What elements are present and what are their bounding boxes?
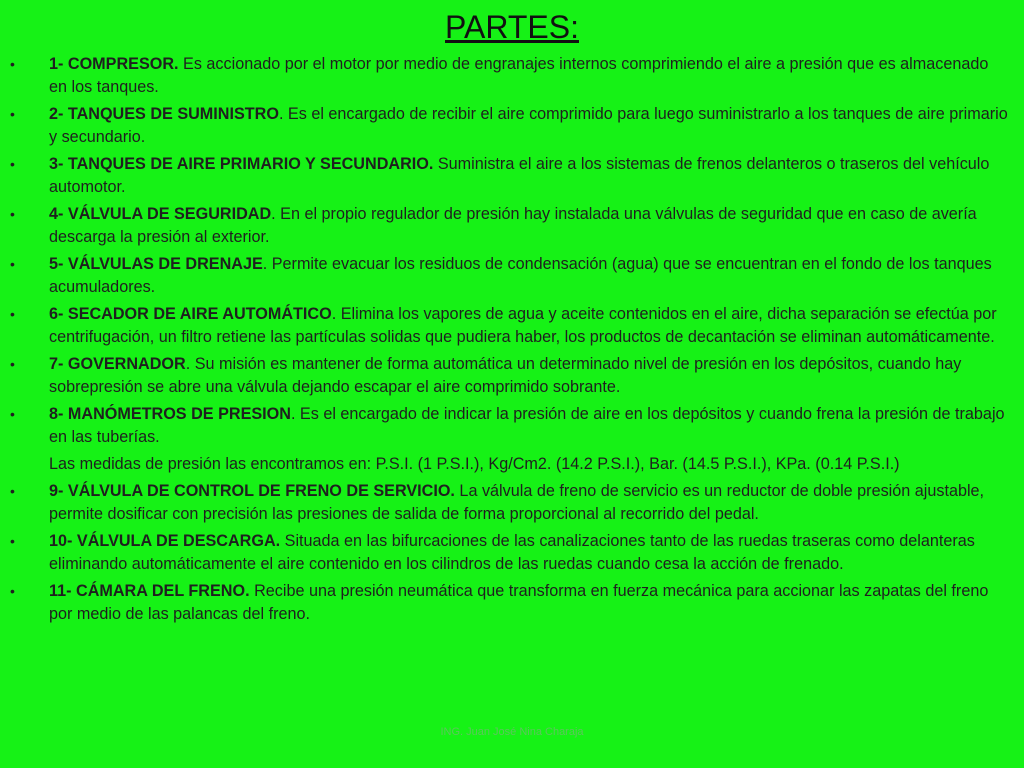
- bullet-icon: •: [10, 156, 15, 172]
- item-heading: 5- VÁLVULAS DE DRENAJE: [49, 255, 263, 273]
- item-text: Situada en las bifurcaciones de las canalizaciones tanto de las ruedas traseras como delanteras eliminando automáticamente el aire contenido en los cilindros de las ruedas cuando cesa la acción de frenado.: [49, 532, 975, 573]
- list-item: [0, 353, 1024, 399]
- item-heading: 6- SECADOR DE AIRE AUTOMÁTICO: [49, 305, 332, 323]
- item-heading: 3- TANQUES DE AIRE PRIMARIO Y SECUNDARIO.: [49, 155, 434, 173]
- item-text: . Permite evacuar los residuos de condensación (agua) que se encuentran en el fondo de los tanques acumuladores.: [49, 255, 992, 296]
- slide-title: PARTES:: [445, 9, 579, 45]
- item-heading: 4- VÁLVULA DE SEGURIDAD: [49, 205, 272, 223]
- author-footer: ING. Juan José Nina Charaja: [440, 726, 584, 738]
- item-text: . Su misión es mantener de forma automática un determinado nivel de presión en los depósitos, cuando hay sobrepresión se abre una válvula dejando escapar el aire comprimido sobrante.: [49, 355, 962, 396]
- bullet-icon: •: [10, 356, 15, 372]
- item-heading: 8- MANÓMETROS DE PRESION: [49, 405, 291, 423]
- item-heading: 10- VÁLVULA DE DESCARGA.: [49, 532, 281, 550]
- pressure-units-note: Las medidas de presión las encontramos en: P.S.I. (1 P.S.I.), Kg/Cm2. (14.2 P.S.I.), Bar. (14.5 P.S.I.), KPa. (0.14 P.S.I.): [49, 455, 900, 473]
- bullet-icon: •: [10, 306, 15, 322]
- list-item: [0, 103, 1024, 149]
- bullet-icon: •: [10, 256, 15, 272]
- bullet-icon: •: [10, 533, 15, 549]
- item-text: . Elimina los vapores de agua y aceite contenidos en el aire, dicha separación se efectúa por centrifugación, un filtro retiene las partículas solidas que pudiera haber, los productos de decantación se eliminan automáticamente.: [49, 305, 997, 346]
- list-item: [0, 480, 1024, 526]
- bullet-icon: •: [10, 206, 15, 222]
- item-text: . Es el encargado de indicar la presión de aire en los depósitos y cuando frena la presión de trabajo en las tuberías.: [49, 405, 1005, 446]
- list-item: [0, 53, 1024, 99]
- bullet-icon: •: [10, 583, 15, 599]
- parts-list: [0, 53, 1024, 630]
- item-heading: 1- COMPRESOR.: [49, 55, 179, 73]
- bullet-icon: •: [10, 106, 15, 122]
- item-text: Suministra el aire a los sistemas de frenos delanteros o traseros del vehículo automotor.: [49, 155, 990, 196]
- list-item: [0, 253, 1024, 299]
- list-item: [0, 203, 1024, 249]
- item-text: Recibe una presión neumática que transforma en fuerza mecánica para accionar las zapatas del freno por medio de las palancas del freno.: [49, 582, 989, 623]
- item-heading: 9- VÁLVULA DE CONTROL DE FRENO DE SERVICIO.: [49, 482, 455, 500]
- item-heading: 2- TANQUES DE SUMINISTRO: [49, 105, 279, 123]
- item-text: . Es el encargado de recibir el aire comprimido para luego suministrarlo a los tanques de aire primario y secundario.: [49, 105, 1008, 146]
- item-text: Es accionado por el motor por medio de engranajes internos comprimiendo el aire a presión que es almacenado en los tanques.: [49, 55, 989, 96]
- bullet-icon: •: [10, 56, 15, 72]
- list-item: [0, 303, 1024, 349]
- item-text: . En el propio regulador de presión hay instalada una válvulas de seguridad que en caso de avería descarga la presión al exterior.: [49, 205, 977, 246]
- list-item: [0, 580, 1024, 626]
- item-heading: 11- CÁMARA DEL FRENO.: [49, 582, 250, 600]
- list-item: [0, 530, 1024, 576]
- bullet-icon: •: [10, 483, 15, 499]
- list-item: [0, 153, 1024, 199]
- list-item: [0, 403, 1024, 449]
- bullet-icon: •: [10, 406, 15, 422]
- item-text: La válvula de freno de servicio es un reductor de doble presión ajustable, permite dosificar con precisión las presiones de salida de forma proporcional al recorrido del pedal.: [49, 482, 985, 523]
- item-heading: 7- GOVERNADOR: [49, 355, 186, 373]
